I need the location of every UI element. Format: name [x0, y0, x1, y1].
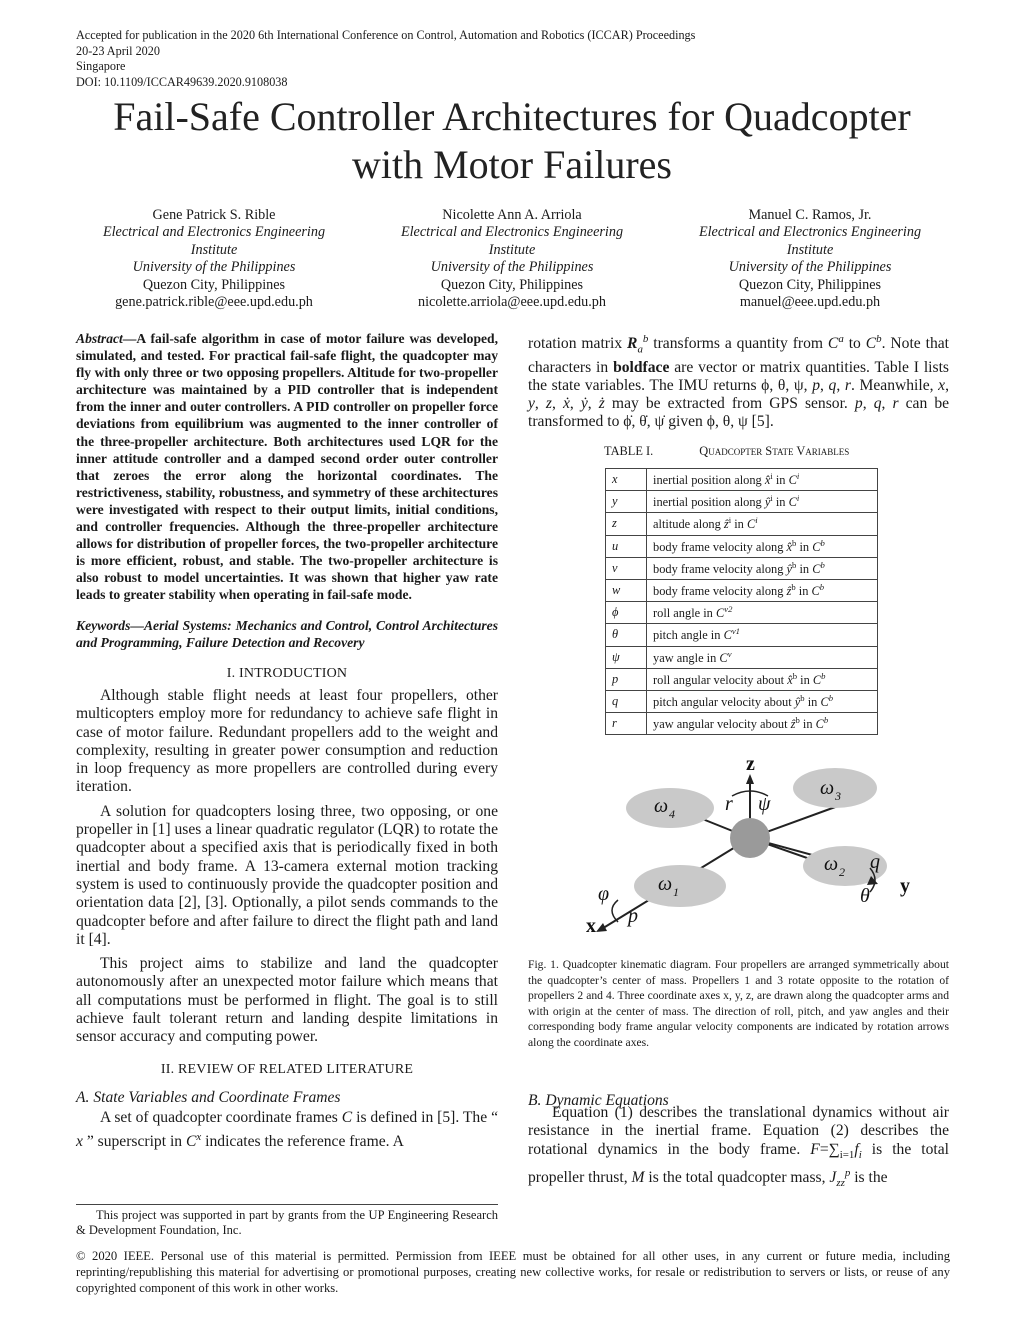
state-description: altitude along ẑ$^i$ in $C^i$ [647, 513, 878, 535]
left-column [76, 330, 498, 1157]
table-row [606, 668, 878, 690]
state-symbol: x [606, 469, 647, 491]
table-title [604, 444, 884, 459]
section-heading-introduction: I. INTRODUCTION [226, 665, 348, 681]
author-email: manuel@eee.upd.edu.ph [739, 294, 881, 311]
z-label: z [746, 760, 755, 775]
table-row [606, 579, 878, 601]
table-caption: Quadcopter State Variables [699, 444, 850, 458]
state-description: roll angle in $C^{v2}$ [647, 602, 878, 624]
paper-title [60, 93, 964, 189]
author-university: University of the Philippines [430, 259, 594, 276]
table-row [606, 513, 878, 535]
abstract-label: Abstract— [76, 331, 137, 346]
psi-label: ψ [758, 793, 771, 815]
state-symbol: y [606, 491, 647, 513]
state-symbol: z [606, 513, 647, 535]
paragraph: A solution for quadcopters losing three, two opposing, or one propeller in [1] uses a linear quadratic regulator (LQR) to rotate the quadcopter about a specified axis that is periodically fixed in both inertial and body frame. A 13-camera external motion tracking system is used to continuously provide the quadcopter position and orientation data [2], [3]. Optionally, a pilot sends commands to the quadcopter before and after failure to direct the flight path and land it [4]. [76, 802, 498, 948]
table-row [606, 535, 878, 557]
state-description: body frame velocity along x̂$^b$ in $C^b$ [647, 535, 878, 557]
table-row [606, 690, 878, 712]
right-column-top [528, 330, 949, 438]
state-symbol: p [606, 668, 647, 690]
state-description: roll angular velocity about x̂$^b$ in $C^b$ [647, 668, 878, 690]
state-description: yaw angular velocity about ẑ$^b$ in $C^b$ [647, 713, 878, 735]
p-label: p [628, 905, 638, 927]
pub-line: 20-23 April 2020 [76, 43, 160, 58]
omega3-sub: 3 [835, 789, 841, 803]
keywords [76, 617, 498, 651]
q-label: q [870, 851, 880, 873]
state-description: pitch angle in $C^{v1}$ [647, 624, 878, 646]
paragraph: Equation (1) describes the translational dynamics without air resistance in the inertial frame. Equation (2) describes the rotational dynamics in the body frame. $F=\sum_{i=1}f_i$ is the total propeller thrust, M is the total quadcopter mass, $J_{zz}^p$ is the [528, 1104, 949, 1190]
author-block-1 [64, 207, 364, 311]
table-row [606, 557, 878, 579]
omega3-label: ω [820, 777, 835, 799]
y-label: y [900, 875, 910, 897]
footnote-divider [76, 1204, 498, 1205]
subsection-heading-b: B. Dynamic Equations [528, 1092, 669, 1109]
x-label: x [586, 915, 596, 937]
author-university: University of the Philippines [728, 259, 892, 276]
state-symbol: u [606, 535, 647, 557]
propeller-1 [634, 865, 726, 907]
author-email: nicolette.arriola@eee.upd.edu.ph [418, 294, 606, 311]
author-name: Manuel C. Ramos, Jr. [748, 207, 872, 223]
keywords-label: Keywords— [76, 617, 144, 633]
doi-line: DOI: 10.1109/ICCAR49639.2020.9108038 [76, 74, 288, 89]
paragraph: This project aims to stabilize and land the quadcopter autonomously after an unexpected motor failure which means that all computations must be performed in flight. The goal is to still achieve fault tolerant return and landing despite limitations in sensor accuracy and computing power. [76, 955, 498, 1046]
author-name: Nicolette Ann A. Arriola [442, 207, 582, 223]
pub-line: Singapore [76, 59, 126, 73]
omega2-label: ω [824, 853, 839, 875]
author-city: Quezon City, Philippines [738, 276, 882, 293]
state-variable-table [605, 468, 878, 735]
omega2-sub: 2 [839, 865, 845, 879]
omega1-sub: 1 [673, 885, 679, 899]
author-block-2 [362, 207, 662, 311]
state-description: pitch angular velocity about $ŷ^b$ in $C^b$ [647, 690, 878, 712]
center-of-mass [730, 818, 770, 858]
state-description: body frame velocity along ẑ$^b$ in $C^b$ [647, 579, 878, 601]
author-email: gene.patrick.rible@eee.upd.edu.ph [115, 294, 313, 311]
omega4-sub: 4 [669, 807, 675, 821]
state-description: inertial position along $ŷ^i$ in $C^i$ [647, 491, 878, 513]
state-symbol: v [606, 557, 647, 579]
title-line-1: Fail-Safe Controller Architectures for Quadcopter [113, 94, 911, 139]
quadcopter-diagram [560, 760, 940, 940]
title-line-2: with Motor Failures [352, 142, 672, 187]
author-dept: Institute [190, 241, 238, 258]
right-column-bottom [528, 1104, 949, 1199]
omega4-label: ω [654, 795, 669, 817]
state-description: body frame velocity along $ŷ^b$ in $C^b$ [647, 557, 878, 579]
phi-label: φ [598, 883, 610, 905]
state-description: inertial position along x̂$^i$ in $C^i$ [647, 469, 878, 491]
paragraph: A set of quadcopter coordinate frames C is defined in [5]. The “ x ” superscript in $C^x$ indicates the reference frame. A [76, 1109, 498, 1150]
author-dept: Electrical and Electronics Engineering [400, 224, 624, 241]
table-row [606, 602, 878, 624]
table-row [606, 624, 878, 646]
copyright-notice: © 2020 IEEE. Personal use of this material is permitted. Permission from IEEE must be obtained for all other uses, in any current or future media, including reprinting/republishing this material for advertising or promotional purposes, creating new collective works, for resale or redistribution to servers or lists, or reuse of any copyrighted component of this work in other works. [76, 1249, 950, 1295]
author-city: Quezon City, Philippines [142, 276, 286, 293]
state-symbol: θ [606, 624, 647, 646]
publication-info [76, 28, 695, 90]
keywords-text: Aerial Systems: Mechanics and Control, Control Architectures and Programming, Failure Detection and Recovery [76, 617, 498, 650]
table-row [606, 646, 878, 668]
abstract-text: A fail-safe algorithm in case of motor failure was developed, simulated, and tested. For practical fail-safe flight, the quadcopter may fly with only three or two opposing propellers. Altitude for two-propeller architecture was maintained by a PID controller that is independent from the inner and outer controllers. A PID controller on propeller force deviations from equilibrium was augmented to the inner controller of the three-propeller architecture. Both architectures used LQR for the inner attitude controller and a damped second order outer controller that zeroes the error along the horizontal coordinates. The restrictiveness, stability, robustness, and symmetry of these architectures were investigated with respect to their output limits, initial conditions, and controller frequencies. Although the three-propeller architecture allows for distribution of propeller forces, the two-propeller architecture is more efficient, robust, and stable. The two-propeller architecture is also robust to model uncertainties. It was shown that higher yaw rate leads to greater stability when operating in fail-safe mode. [76, 331, 498, 603]
omega1-label: ω [658, 873, 673, 895]
pub-line: Accepted for publication in the 2020 6th International Conference on Control, Automation and Robotics (ICCAR) Proceedings [76, 28, 696, 42]
author-dept: Institute [488, 241, 536, 258]
table-label: TABLE I. [604, 444, 654, 458]
author-block-3 [660, 207, 960, 311]
figure-caption: Fig. 1. Quadcopter kinematic diagram. Four propellers are arranged symmetrically about the quadcopter’s center of mass. Propellers 1 and 3 rotate opposite to the rotation of propellers 2 and 4. Three coordinate axes x, y, z, are drawn along the quadcopter arms and with origin at the center of mass. The direction of roll, pitch, and yaw angles and their corresponding body frame angular velocity components are indicated by rotation arrows along the coordinate axes. [528, 958, 949, 1049]
state-description: yaw angle in $C^v$ [647, 646, 878, 668]
author-dept: Electrical and Electronics Engineering [698, 224, 922, 241]
abstract [76, 330, 498, 604]
table-row [606, 469, 878, 491]
paragraph: rotation matrix $R_a^b$ transforms a quantity from $C^a$ to $C^b$. Note that characters in boldface are vector or matrix quantities. Table I lists the state variables. The IMU returns ϕ, θ, ψ, p, q, r. Meanwhile, x, y, z, ẋ, ẏ, ż may be extracted from GPS sensor. p, q, r can be transformed to ϕ̇, θ̇, ψ̇ given ϕ, θ, ψ [5]. [528, 333, 950, 431]
state-symbol: w [606, 579, 647, 601]
z-arrow-icon [746, 774, 754, 784]
paragraph: Although stable flight needs at least four propellers, other multicopters employ more for redundancy to achieve safe flight in case of motor failure. Redundant propellers add to the weight and complexity, resulting in greater power consumption and reduction in loop frequency as more propellers are controlled during every iteration. [76, 686, 498, 796]
r-label: r [725, 793, 733, 815]
author-city: Quezon City, Philippines [440, 276, 584, 293]
author-dept: Electrical and Electronics Engineering [102, 224, 326, 241]
table-row [606, 713, 878, 735]
author-university: University of the Philippines [132, 259, 296, 276]
state-symbol: r [606, 713, 647, 735]
table-row [606, 491, 878, 513]
state-symbol: q [606, 690, 647, 712]
theta-label: θ [860, 885, 870, 907]
state-symbol: ϕ [606, 602, 647, 624]
state-symbol: ψ [606, 646, 647, 668]
subsection-heading-a: A. State Variables and Coordinate Frames [76, 1088, 341, 1106]
section-heading-review: II. REVIEW OF RELATED LITERATURE [160, 1061, 414, 1077]
footnote: This project was supported in part by grants from the UP Engineering Research & Development Foundation, Inc. [76, 1208, 498, 1237]
author-name: Gene Patrick S. Rible [152, 207, 276, 223]
author-dept: Institute [786, 241, 834, 258]
